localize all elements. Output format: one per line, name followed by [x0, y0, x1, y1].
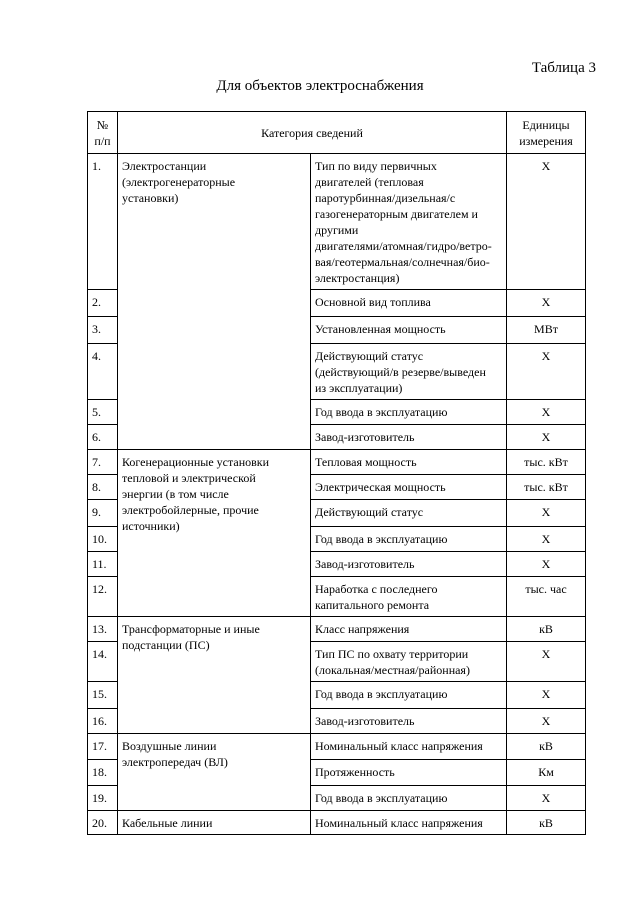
item-cell: Класс напряжения [311, 617, 507, 642]
table-row [88, 450, 586, 475]
unit-cell: X [507, 500, 586, 527]
table-row [88, 811, 586, 835]
header-num: № п/п [88, 112, 118, 154]
table-row [88, 617, 586, 642]
item-cell: Завод-изготовитель [311, 552, 507, 577]
unit-cell: тыс. кВт [507, 475, 586, 500]
header-category: Категория сведений [118, 112, 507, 154]
category-cell: Электростанции (электрогенераторные установки) [118, 154, 311, 450]
unit-cell: X [507, 682, 586, 709]
row-number: 11. [88, 552, 118, 577]
unit-cell: тыс. час [507, 577, 586, 617]
row-number: 10. [88, 527, 118, 552]
item-cell: Номинальный класс напряжения [311, 811, 507, 835]
table-body [88, 154, 586, 835]
row-number: 17. [88, 734, 118, 760]
category-cell: Воздушные линии электропередач (ВЛ) [118, 734, 311, 811]
table-row [88, 734, 586, 760]
item-cell: Электрическая мощность [311, 475, 507, 500]
item-cell: Протяженность [311, 760, 507, 786]
row-number: 12. [88, 577, 118, 617]
item-cell: Год ввода в эксплуатацию [311, 527, 507, 552]
category-cell: Когенерационные установки тепловой и электрической энергии (в том числе электробойлерные, прочие источники) [118, 450, 311, 617]
unit-cell: X [507, 425, 586, 450]
unit-cell: X [507, 786, 586, 811]
item-cell: Действующий статус (действующий/в резерве/выведен из эксплуатации) [311, 344, 507, 400]
item-cell: Год ввода в эксплуатацию [311, 682, 507, 709]
item-cell: Завод-изготовитель [311, 709, 507, 734]
item-cell: Тепловая мощность [311, 450, 507, 475]
row-number: 6. [88, 425, 118, 450]
data-table [87, 111, 586, 835]
category-cell: Кабельные линии [118, 811, 311, 835]
table-caption: Для объектов электроснабжения [216, 78, 424, 94]
unit-cell: X [507, 400, 586, 425]
row-number: 8. [88, 475, 118, 500]
row-number: 1. [88, 154, 118, 290]
unit-cell: X [507, 642, 586, 682]
item-cell: Действующий статус [311, 500, 507, 527]
header-row [88, 112, 586, 154]
item-cell: Номинальный класс напряжения [311, 734, 507, 760]
row-number: 15. [88, 682, 118, 709]
item-cell: Наработка с последнего капитального ремонта [311, 577, 507, 617]
unit-cell: кВ [507, 811, 586, 835]
unit-cell: X [507, 527, 586, 552]
item-cell: Год ввода в эксплуатацию [311, 400, 507, 425]
item-cell: Основной вид топлива [311, 290, 507, 317]
row-number: 5. [88, 400, 118, 425]
item-cell: Тип ПС по охвату территории (локальная/местная/районная) [311, 642, 507, 682]
row-number: 18. [88, 760, 118, 786]
unit-cell: X [507, 344, 586, 400]
unit-cell: кВ [507, 617, 586, 642]
unit-cell: тыс. кВт [507, 450, 586, 475]
unit-cell: X [507, 154, 586, 290]
row-number: 14. [88, 642, 118, 682]
category-cell: Трансформаторные и иные подстанции (ПС) [118, 617, 311, 734]
item-cell: Завод-изготовитель [311, 425, 507, 450]
row-number: 9. [88, 500, 118, 527]
header-unit: Единицы измерения [507, 112, 586, 154]
row-number: 7. [88, 450, 118, 475]
table-row [88, 154, 586, 290]
row-number: 13. [88, 617, 118, 642]
item-cell: Установленная мощность [311, 317, 507, 344]
table-number: Таблица 3 [531, 60, 596, 76]
unit-cell: X [507, 552, 586, 577]
row-number: 4. [88, 344, 118, 400]
row-number: 16. [88, 709, 118, 734]
row-number: 20. [88, 811, 118, 835]
unit-cell: Км [507, 760, 586, 786]
row-number: 2. [88, 290, 118, 317]
row-number: 3. [88, 317, 118, 344]
unit-cell: МВт [507, 317, 586, 344]
unit-cell: кВ [507, 734, 586, 760]
item-cell: Год ввода в эксплуатацию [311, 786, 507, 811]
item-cell: Тип по виду первичных двигателей (тепловая паротурбинная/дизельная/с газогенераторным двигателем и другими двигателями/атомная/гидро/ветро- вая/геотермальная/солнечная/био- электростанция) [311, 154, 507, 290]
unit-cell: X [507, 709, 586, 734]
unit-cell: X [507, 290, 586, 317]
row-number: 19. [88, 786, 118, 811]
